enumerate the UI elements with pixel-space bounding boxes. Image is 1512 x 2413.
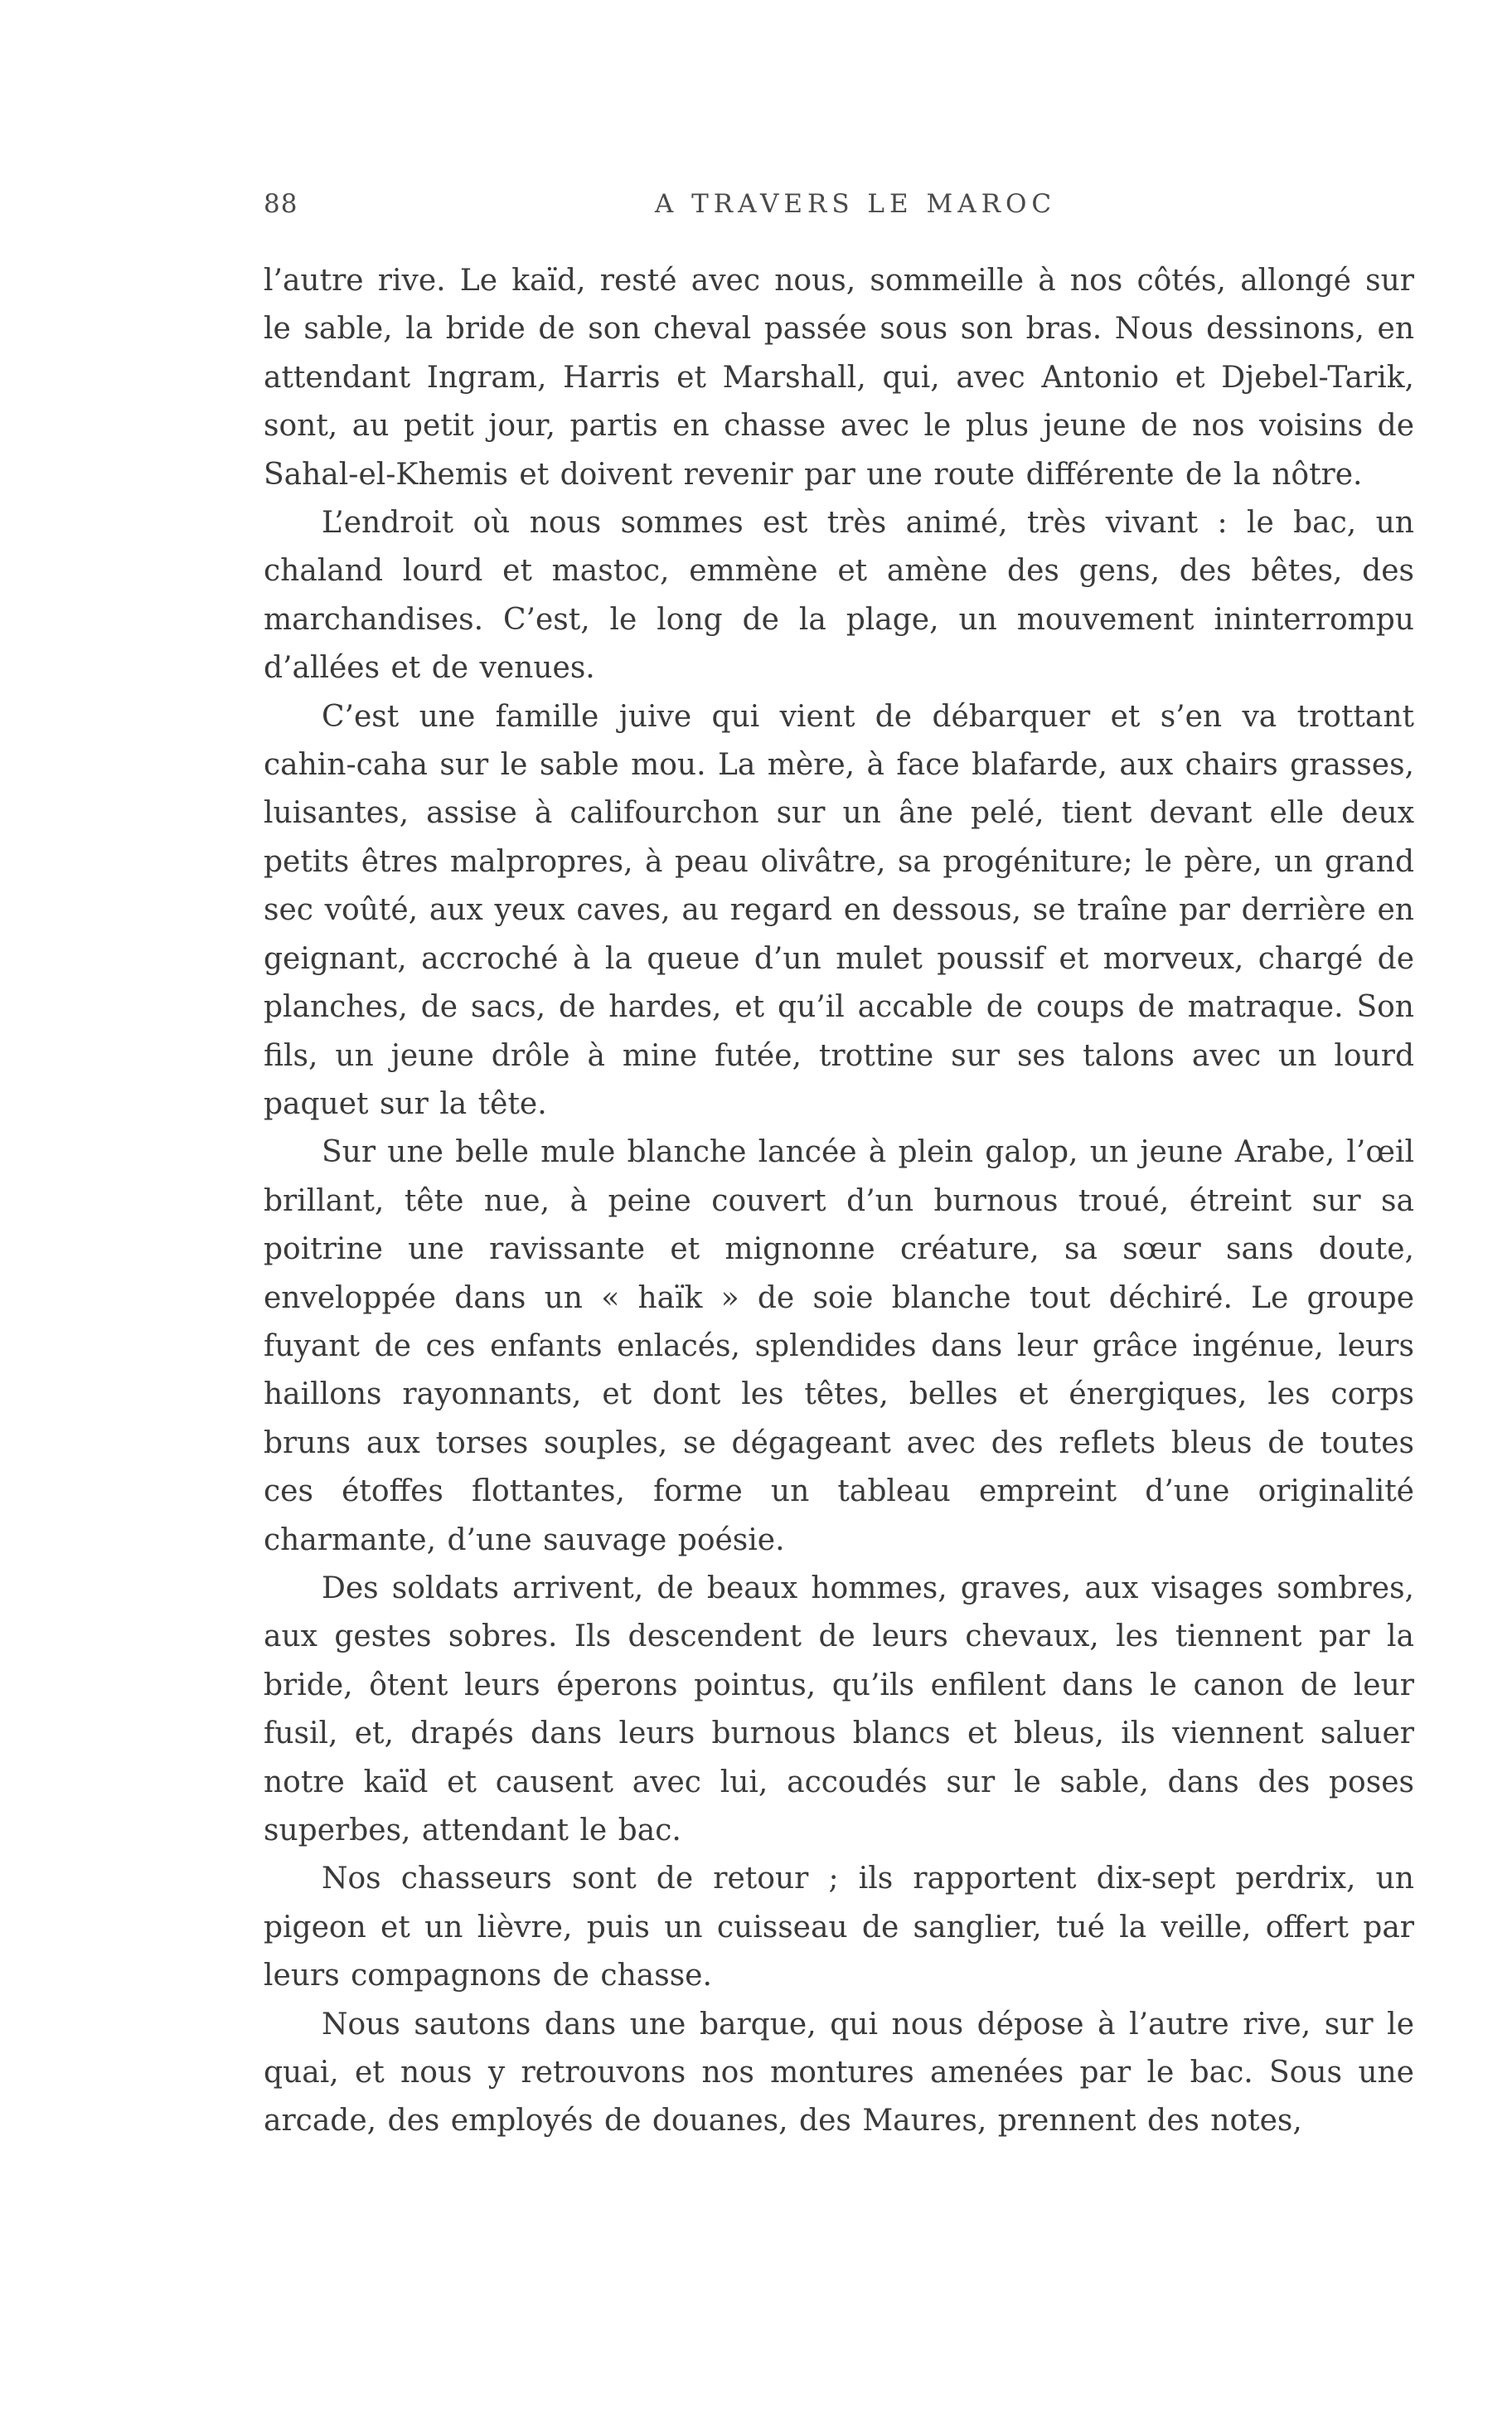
body-text xyxy=(264,257,1414,2146)
page-number: 88 xyxy=(264,189,298,219)
running-header xyxy=(264,182,1414,232)
book-page xyxy=(264,182,1414,2146)
paragraph: C’est une famille juive qui vient de débarquer et s’en va trottant cahin-caha sur le sable mou. La mère, à face blafarde, aux chairs grasses, luisantes, assise à califourchon sur un âne pelé, tient devant elle deux petits êtres malpropres, à peau olivâtre, sa progéniture; le père, un grand sec voûté, aux yeux caves, au regard en dessous, se traîne par derrière en geignant, accroché à la queue d’un mulet poussif et morveux, chargé de planches, de sacs, de hardes, et qu’il accable de coups de matraque. Son fils, un jeune drôle à mine futée, trottine sur ses talons avec un lourd paquet sur la tête. xyxy=(264,699,1414,1121)
running-title: A TRAVERS LE MAROC xyxy=(654,189,1057,219)
paragraph: l’autre rive. Le kaïd, resté avec nous, sommeille à nos côtés, allongé sur le sable, la bride de son cheval passée sous son bras. Nous dessinons, en attendant Ingram, Harris et Marshall, qui, avec Antonio et Djebel-Tarik, sont, au petit jour, partis en chasse avec le plus jeune de nos voisins de Sahal-el-Khemis et doivent revenir par une route différente de la nôtre. xyxy=(264,264,1414,492)
paragraph: Nous sautons dans une barque, qui nous dépose à l’autre rive, sur le quai, et nous y retrouvons nos montures amenées par le bac. Sous une arcade, des employés de douanes, des Maures, prennent des notes, xyxy=(264,2007,1414,2139)
paragraph: Nos chasseurs sont de retour ; ils rapportent dix-sept perdrix, un pigeon et un lièvre, puis un cuisseau de sanglier, tué la veille, offert par leurs compagnons de chasse. xyxy=(264,1862,1414,1993)
paragraph: L’endroit où nous sommes est très animé, très vivant : le bac, un chaland lourd et mastoc, emmène et amène des gens, des bêtes, des marchandises. C’est, le long de la plage, un mouvement ininterrompu d’allées et de venues. xyxy=(264,506,1414,686)
paragraph: Des soldats arrivent, de beaux hommes, graves, aux visages sombres, aux gestes sobres. Ils descendent de leurs chevaux, les tiennent par la bride, ôtent leurs éperons pointus, qu’ils enfilent dans le canon de leur fusil, et, drapés dans leurs burnous blancs et bleus, ils viennent saluer notre kaïd et causent avec lui, accoudés sur le sable, dans des poses superbes, attendant le bac. xyxy=(264,1571,1414,1847)
paragraph: Sur une belle mule blanche lancée à plein galop, un jeune Arabe, l’œil brillant, tête nue, à peine couvert d’un burnous troué, étreint sur sa poitrine une ravissante et mignonne créature, sa sœur sans doute, enveloppée dans un « haïk » de soie blanche tout déchiré. Le groupe fuyant de ces enfants enlacés, splendides dans leur grâce ingénue, leurs haillons rayonnants, et dont les têtes, belles et énergiques, les corps bruns aux torses souples, se dégageant avec des reflets bleus de toutes ces étoffes flottantes, forme un tableau empreint d’une originalité charmante, d’une sauvage poésie. xyxy=(264,1135,1414,1557)
